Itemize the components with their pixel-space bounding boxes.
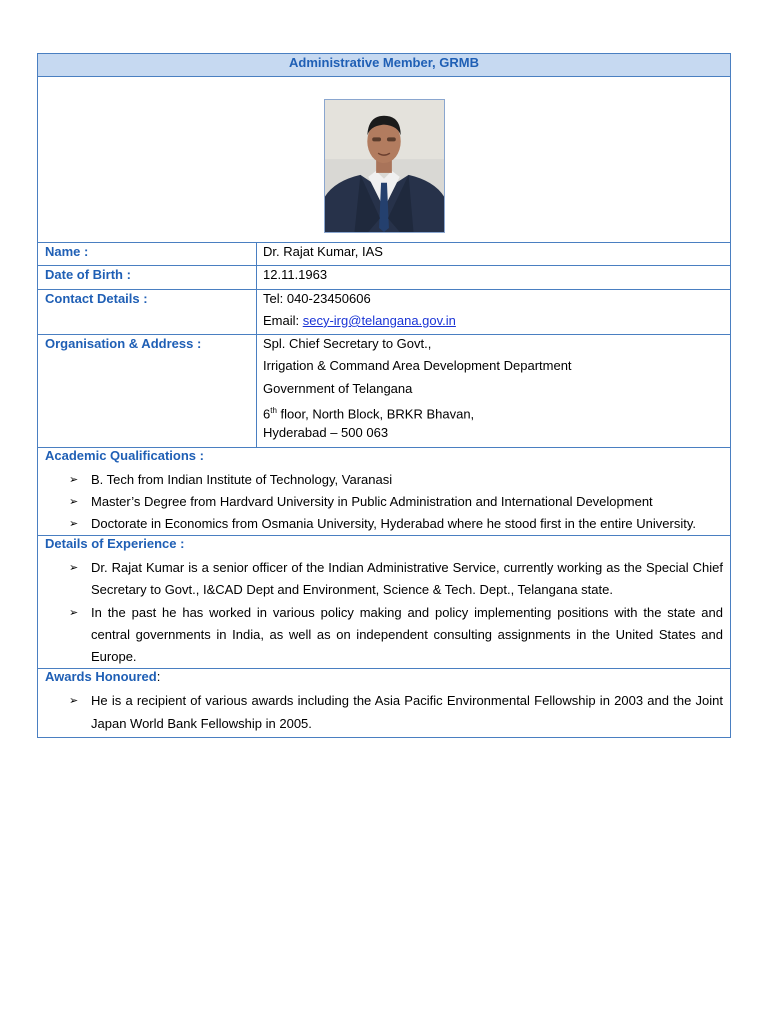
academic-list [38,469,730,536]
org-label: Organisation & Address : [38,335,257,446]
name-label: Name : [38,243,257,265]
list-item: ➢ He is a recipient of various awards including the Asia Pacific Environmental Fellowship in 2003 and the Joint Japan World Bank Fellowship in 2005. [38,690,730,734]
profile-photo [324,99,445,233]
contact-value [257,290,730,335]
contact-tel: Tel: 040-23450606 [263,290,371,306]
list-item: ➢ B. Tech from Indian Institute of Technology, Varanasi [38,469,730,491]
arrow-bullet-icon: ➢ [69,518,79,531]
experience-list [38,557,730,668]
awards-heading: Awards Honoured: [45,669,161,685]
list-item: ➢ Doctorate in Economics from Osmania University, Hyderabad where he stood first in the entire University. [38,513,730,535]
dob-value: 12.11.1963 [263,267,328,283]
org-line: Hyderabad – 500 063 [263,425,389,441]
experience-heading: Details of Experience : [45,536,185,552]
arrow-bullet-icon: ➢ [69,606,79,619]
dob-row [38,266,730,289]
org-line: Spl. Chief Secretary to Govt., [263,336,432,352]
name-value: Dr. Rajat Kumar, IAS [263,244,383,259]
arrow-bullet-icon: ➢ [69,695,79,708]
arrow-bullet-icon: ➢ [69,495,79,508]
arrow-bullet-icon: ➢ [69,562,79,575]
dob-label: Date of Birth : [38,266,257,288]
list-item: ➢ Dr. Rajat Kumar is a senior officer of the Indian Administrative Service, currently working as the Special Chief Secretary to Govt., I&CAD Dept and Environment, Science & Tech. Dept., Telangana state. [38,557,730,601]
academic-heading: Academic Qualifications : [45,447,204,463]
list-item: ➢ Master’s Degree from Hardvard University in Public Administration and International Development [38,491,730,513]
photo-cell [38,77,730,243]
contact-email-line: Email: secy-irg@telangana.gov.in [263,312,456,328]
page-title: Administrative Member, GRMB [38,54,730,77]
org-line: Irrigation & Command Area Development Department [263,358,572,374]
awards-section [38,669,730,736]
list-item: ➢ In the past he has worked in various policy making and policy implementing positions with the state and central governments in India, as well as on independent consulting assignments in the United States and Europe. [38,602,730,669]
profile-sheet [37,53,731,738]
portrait-image [325,100,444,232]
academic-section [38,448,730,537]
org-value [257,335,730,446]
awards-list [38,690,730,734]
contact-row [38,290,730,336]
name-row [38,243,730,266]
contact-label: Contact Details : [38,290,257,335]
org-row [38,335,730,447]
org-line: 6th floor, North Block, BRKR Bhavan, [263,406,475,422]
org-line: Government of Telangana [263,380,413,396]
arrow-bullet-icon: ➢ [69,473,79,486]
email-link[interactable]: secy-irg@telangana.gov.in [302,312,456,328]
experience-section [38,536,730,669]
